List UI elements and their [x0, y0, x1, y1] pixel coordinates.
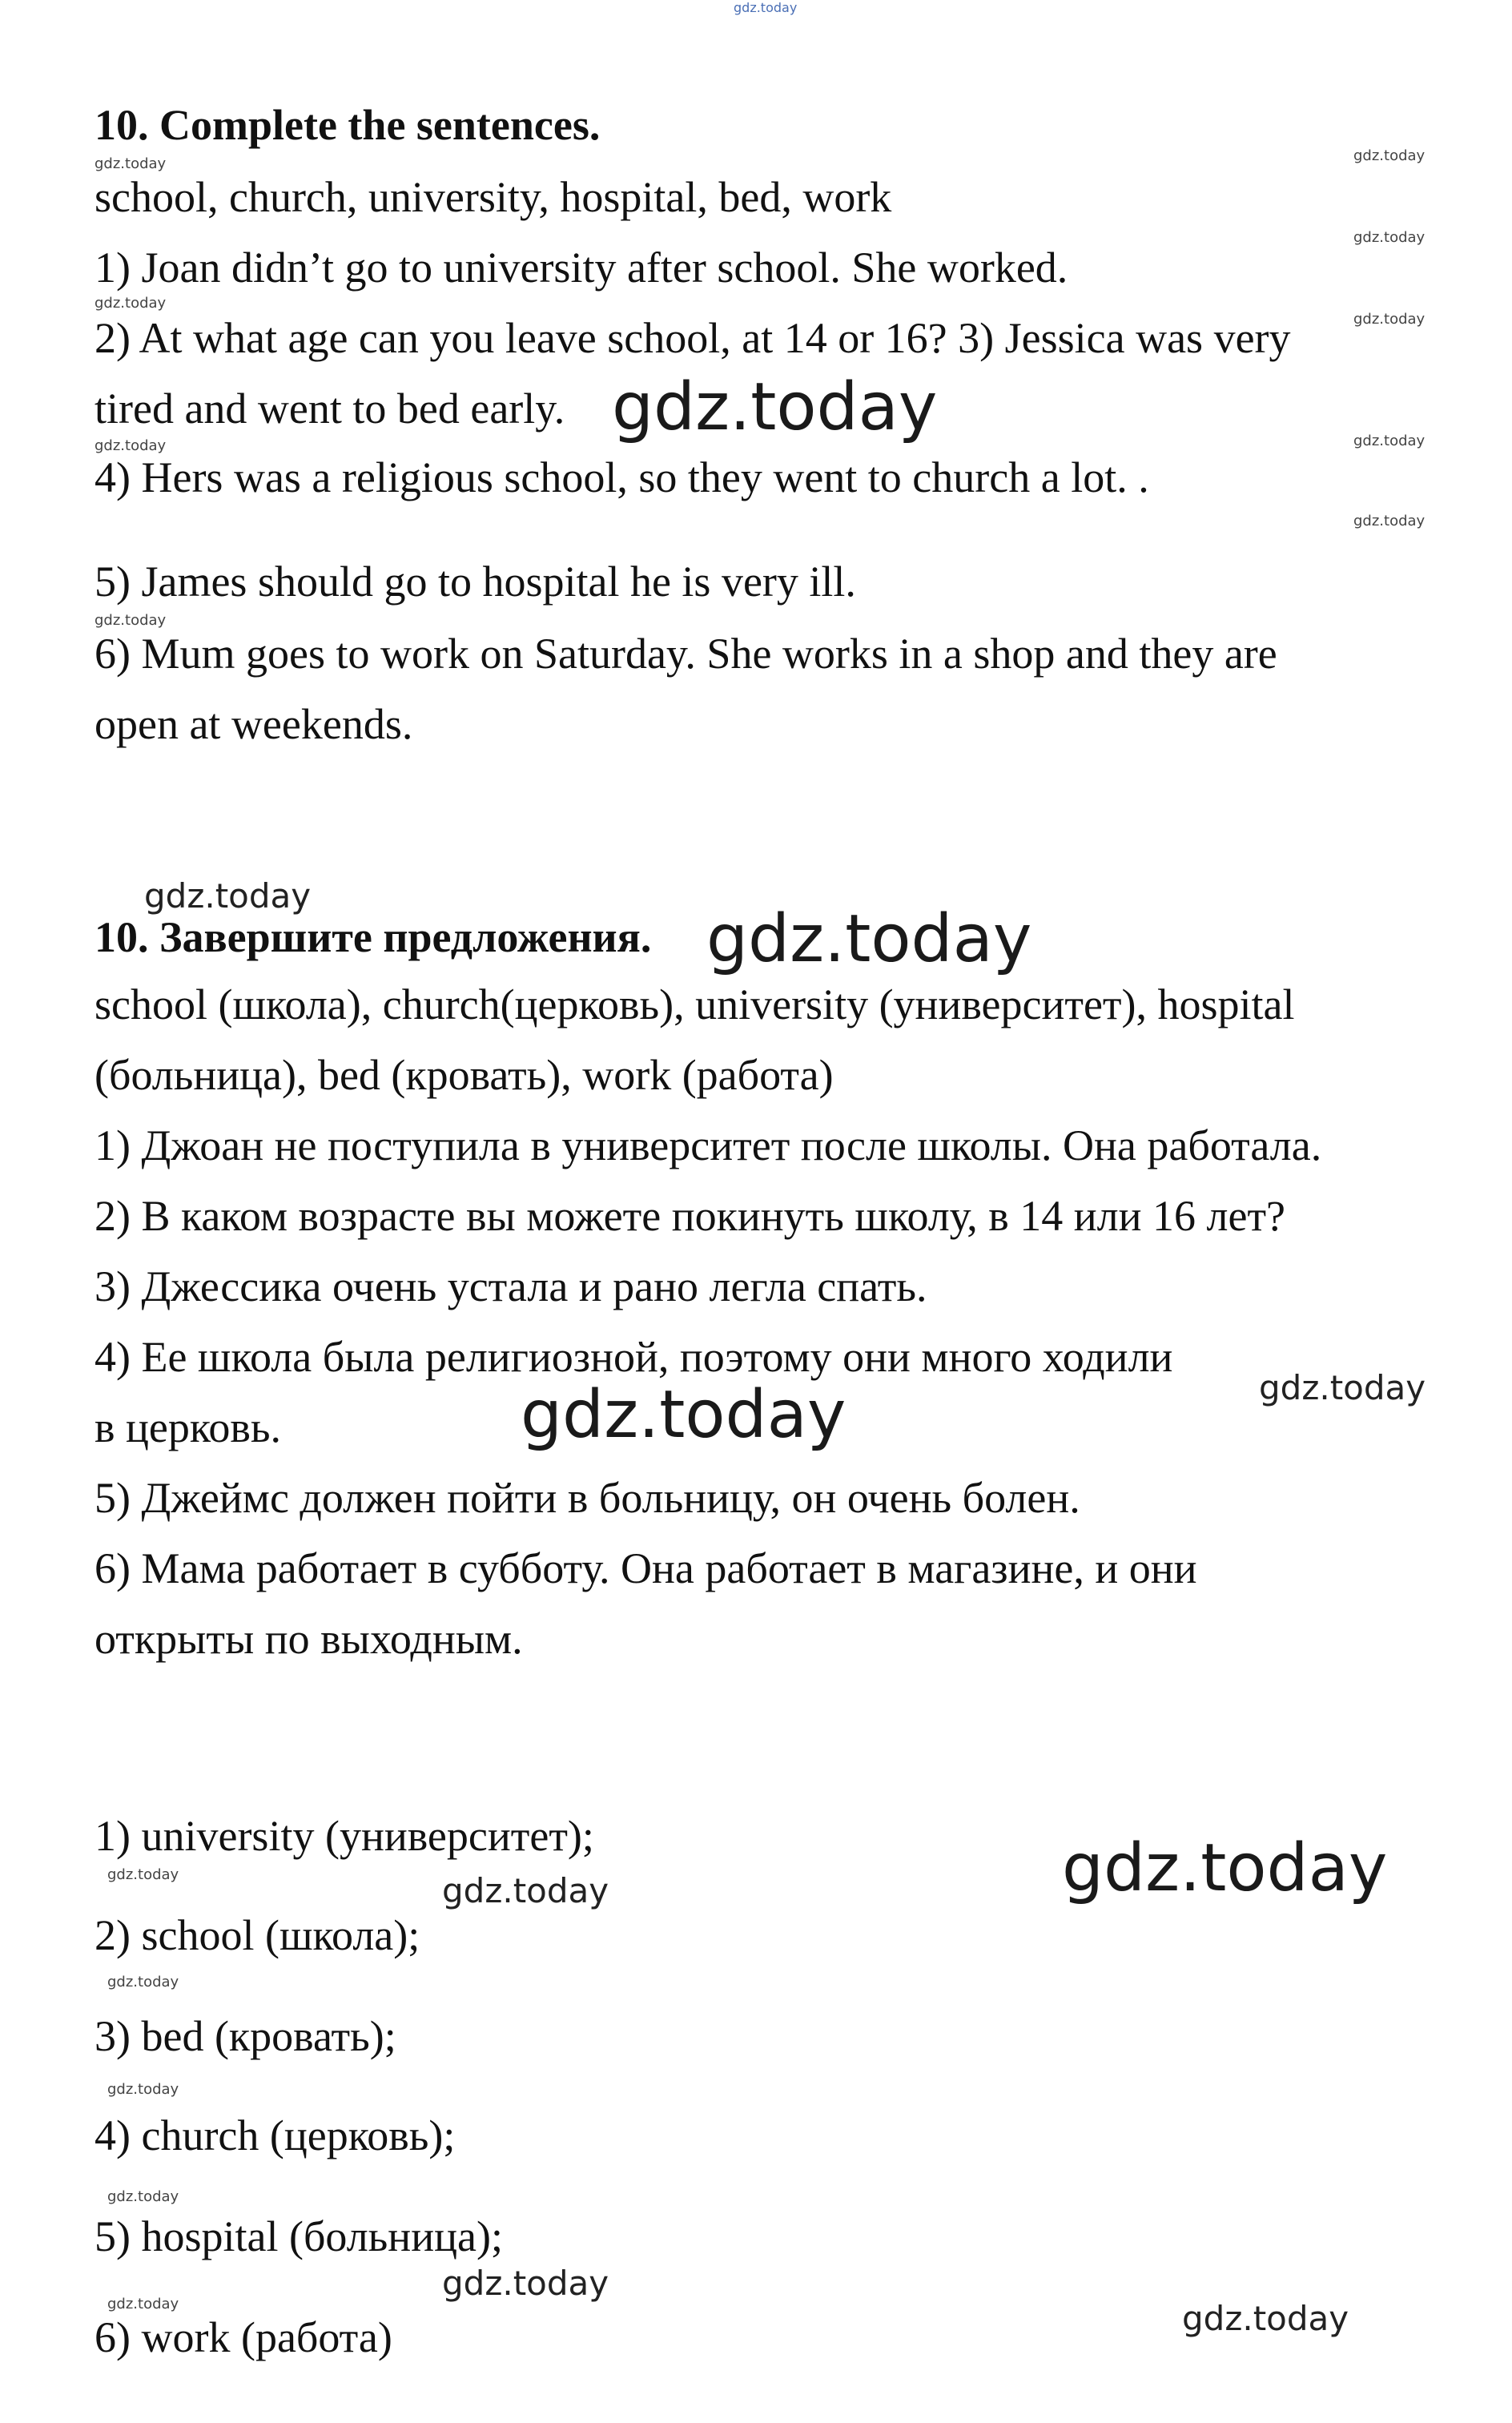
russian-sentence-6-cont: открыты по выходным. — [94, 1615, 523, 1663]
russian-sentence-2: 2) В каком возрасте вы можете покинуть школу, в 14 или 16 лет? — [94, 1192, 1286, 1240]
russian-sentence-4: 4) Ее школа была религиозной, поэтому они много ходили — [94, 1333, 1173, 1381]
watermark: gdz.today — [94, 155, 167, 172]
watermark: gdz.today — [94, 295, 167, 312]
watermark-large: gdz.today — [612, 369, 938, 445]
watermark-top: gdz.today — [734, 0, 798, 15]
russian-sentence-1: 1) Джоан не поступила в университет после школы. Она работала. — [94, 1121, 1322, 1169]
answer-4: 4) church (церковь); — [94, 2111, 456, 2159]
english-sentence-2: 2) At what age can you leave school, at 14 or 16? 3) Jessica was very — [94, 314, 1291, 362]
english-sentence-3: tired and went to bed early. — [94, 384, 565, 433]
watermark: gdz.today — [1353, 433, 1426, 449]
watermark: gdz.today — [107, 1866, 179, 1883]
answer-2: 2) school (школа); — [94, 1911, 420, 1959]
english-sentence-1: 1) Joan didn’t go to university after school. She worked. — [94, 244, 1068, 292]
english-sentence-6: 6) Mum goes to work on Saturday. She works in a shop and they are — [94, 630, 1277, 678]
watermark-large: gdz.today — [1062, 1830, 1388, 1906]
watermark: gdz.today — [107, 2296, 179, 2312]
answer-1: 1) university (университет); — [94, 1812, 594, 1860]
watermark: gdz.today — [144, 876, 312, 916]
watermark: gdz.today — [1353, 229, 1426, 246]
english-title: 10. Complete the sentences. — [94, 101, 601, 149]
watermark: gdz.today — [1259, 1368, 1426, 1407]
english-sentence-4: 4) Hers was a religious school, so they went to church a lot. . — [94, 453, 1149, 501]
watermark: gdz.today — [442, 2264, 609, 2303]
english-word-list: school, church, university, hospital, bed, work — [94, 173, 892, 221]
watermark: gdz.today — [1353, 311, 1426, 328]
russian-word-list-cont: (больница), bed (кровать), work (работа) — [94, 1051, 834, 1099]
watermark: gdz.today — [1353, 147, 1426, 164]
russian-sentence-4-cont: в церковь. — [94, 1403, 281, 1451]
watermark-large: gdz.today — [521, 1377, 846, 1453]
watermark: gdz.today — [94, 612, 167, 629]
answer-6: 6) work (работа) — [94, 2313, 392, 2361]
watermark: gdz.today — [107, 2188, 179, 2205]
watermark: gdz.today — [1182, 2299, 1349, 2338]
watermark: gdz.today — [94, 437, 167, 454]
russian-word-list: school (школа), church(церковь), university (университет), hospital — [94, 980, 1295, 1028]
english-sentence-6-cont: open at weekends. — [94, 700, 413, 748]
watermark-large: gdz.today — [706, 901, 1032, 977]
answer-3: 3) bed (кровать); — [94, 2012, 396, 2060]
watermark: gdz.today — [1353, 513, 1426, 529]
russian-title: 10. Завершите предложения. — [94, 913, 652, 961]
watermark: gdz.today — [107, 1974, 179, 1990]
russian-sentence-5: 5) Джеймс должен пойти в больницу, он очень болен. — [94, 1474, 1080, 1522]
answer-5: 5) hospital (больница); — [94, 2212, 503, 2260]
russian-sentence-3: 3) Джессика очень устала и рано легла спать. — [94, 1262, 927, 1310]
watermark: gdz.today — [442, 1871, 609, 1910]
russian-sentence-6: 6) Мама работает в субботу. Она работает в магазине, и они — [94, 1544, 1197, 1592]
english-sentence-5: 5) James should go to hospital he is very ill. — [94, 557, 856, 606]
watermark: gdz.today — [107, 2081, 179, 2098]
